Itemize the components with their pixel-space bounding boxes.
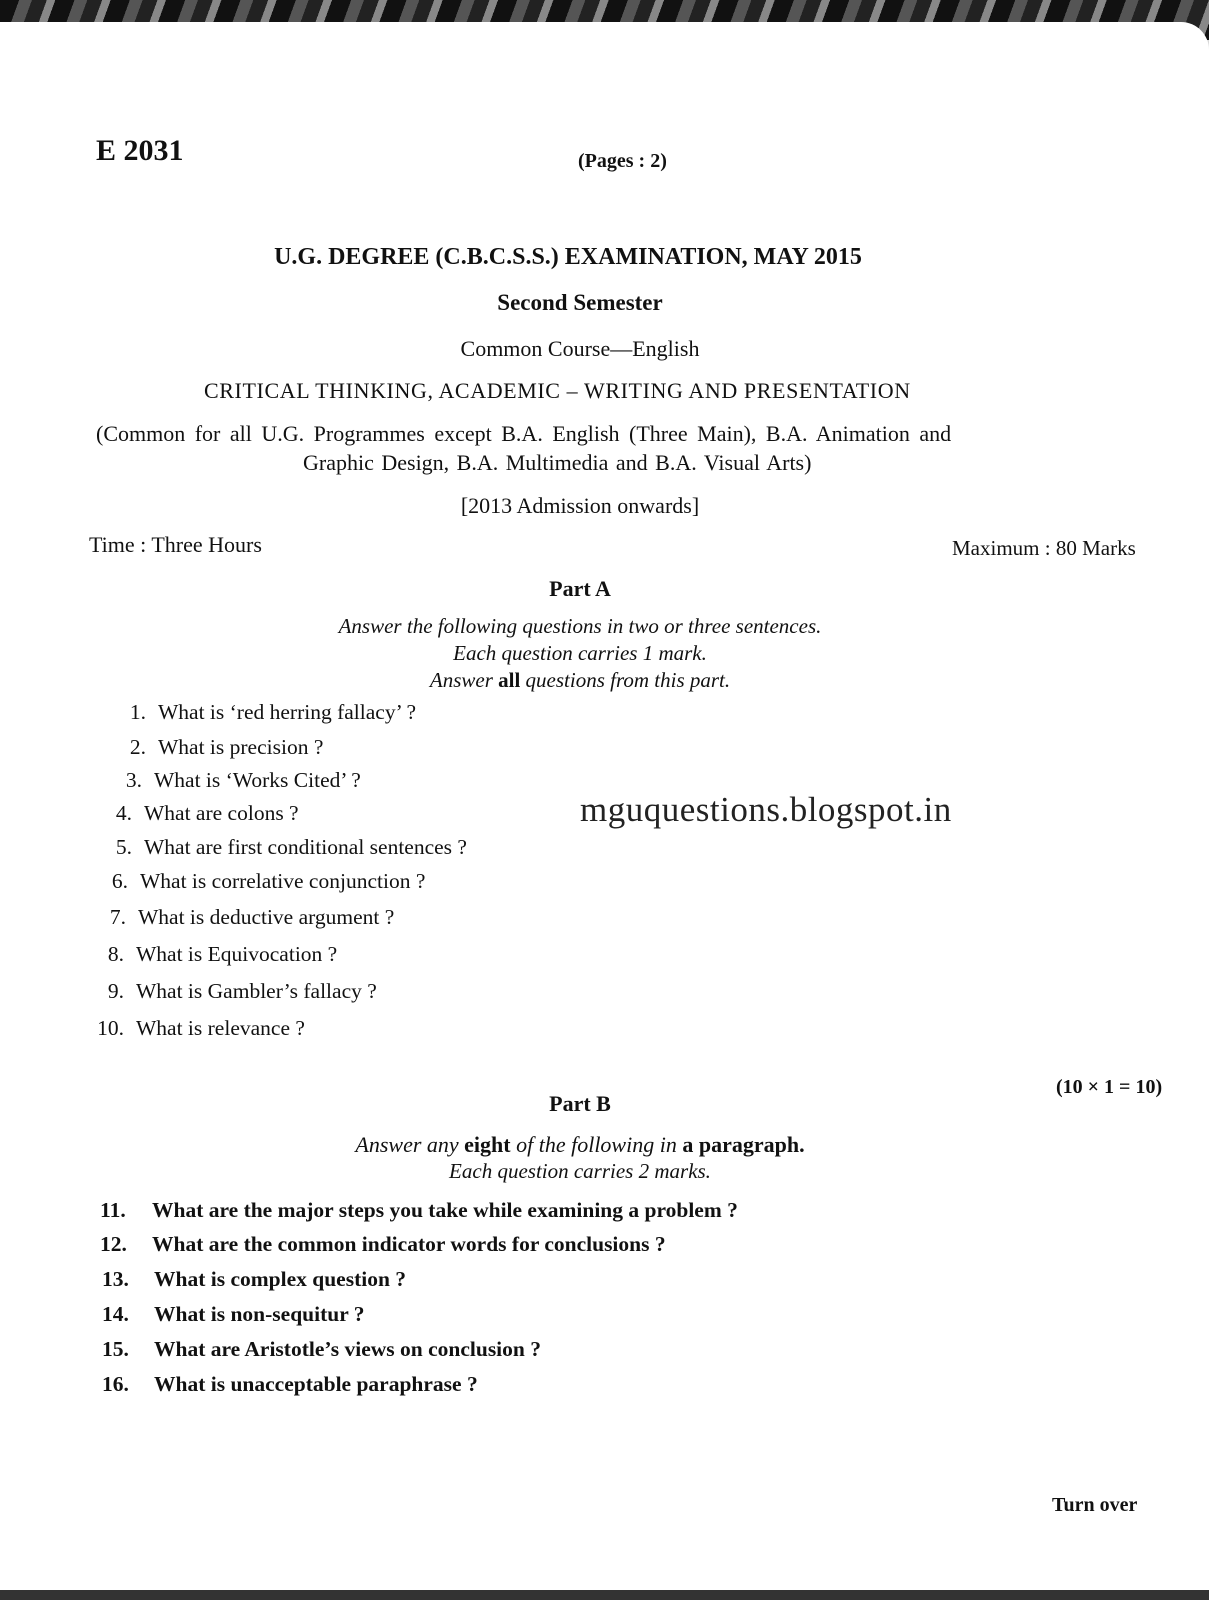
question-item: 12. What are the common indicator words for conclusions ?	[100, 1232, 666, 1256]
question-item: 11. What are the major steps you take while examining a problem ?	[100, 1198, 738, 1222]
page-count: (Pages : 2)	[578, 150, 667, 172]
part-a-instruction-3: Answer all questions from this part.	[429, 668, 731, 692]
part-a-instruction-2: Each question carries 1 mark.	[453, 641, 707, 665]
maximum-marks: Maximum : 80 Marks	[952, 536, 1136, 560]
question-item: 7. What is deductive argument ?	[109, 905, 395, 929]
question-item: 8. What is Equivocation ?	[107, 942, 338, 966]
scan-background-bottom	[0, 1590, 1209, 1600]
course-label: Common Course—English	[460, 336, 700, 361]
question-item: 9. What is Gambler’s fallacy ?	[107, 979, 377, 1003]
semester-label: Second Semester	[497, 290, 663, 315]
part-b-heading: Part B	[549, 1091, 611, 1116]
admission-note: [2013 Admission onwards]	[460, 493, 700, 518]
part-a-marks-tally: (10 × 1 = 10)	[1056, 1076, 1163, 1098]
turn-over-note: Turn over	[1052, 1494, 1138, 1516]
question-item: 2. What is precision ?	[129, 735, 324, 759]
exam-paper-page	[0, 22, 1209, 1590]
blog-watermark: mguquestions.blogspot.in	[580, 790, 952, 829]
part-b-instruction-1: Answer any eight of the following in a paragraph.	[355, 1132, 805, 1157]
exam-title: U.G. DEGREE (C.B.C.S.S.) EXAMINATION, MAY 2015	[274, 244, 862, 270]
part-b-instruction-2: Each question carries 2 marks.	[449, 1159, 711, 1183]
question-item: 10. What is relevance ?	[97, 1016, 305, 1040]
question-item: 6. What is correlative conjunction ?	[111, 869, 426, 893]
question-item: 1. What is ‘red herring fallacy’ ?	[129, 700, 417, 724]
question-item: 14. What is non-sequitur ?	[102, 1302, 365, 1326]
question-item: 4. What are colons ?	[115, 801, 299, 825]
applicability-note-line2: Graphic Design, B.A. Multimedia and B.A. Visual Arts)	[303, 450, 812, 475]
question-item: 13. What is complex question ?	[102, 1267, 407, 1291]
applicability-note-line1: (Common for all U.G. Programmes except B.A. English (Three Main), B.A. Animation and	[96, 421, 952, 446]
part-a-heading: Part A	[549, 576, 611, 601]
time-allowed: Time : Three Hours	[89, 532, 262, 557]
subject-title: CRITICAL THINKING, ACADEMIC – WRITING AND PRESENTATION	[204, 378, 911, 403]
paper-code: E 2031	[96, 134, 184, 167]
question-item: 15. What are Aristotle’s views on conclusion ?	[102, 1337, 541, 1361]
question-item: 16. What is unacceptable paraphrase ?	[102, 1372, 478, 1396]
question-item: 5. What are first conditional sentences ?	[115, 835, 467, 859]
part-a-instruction-1: Answer the following questions in two or three sentences.	[338, 614, 822, 638]
question-item: 3. What is ‘Works Cited’ ?	[125, 768, 361, 792]
